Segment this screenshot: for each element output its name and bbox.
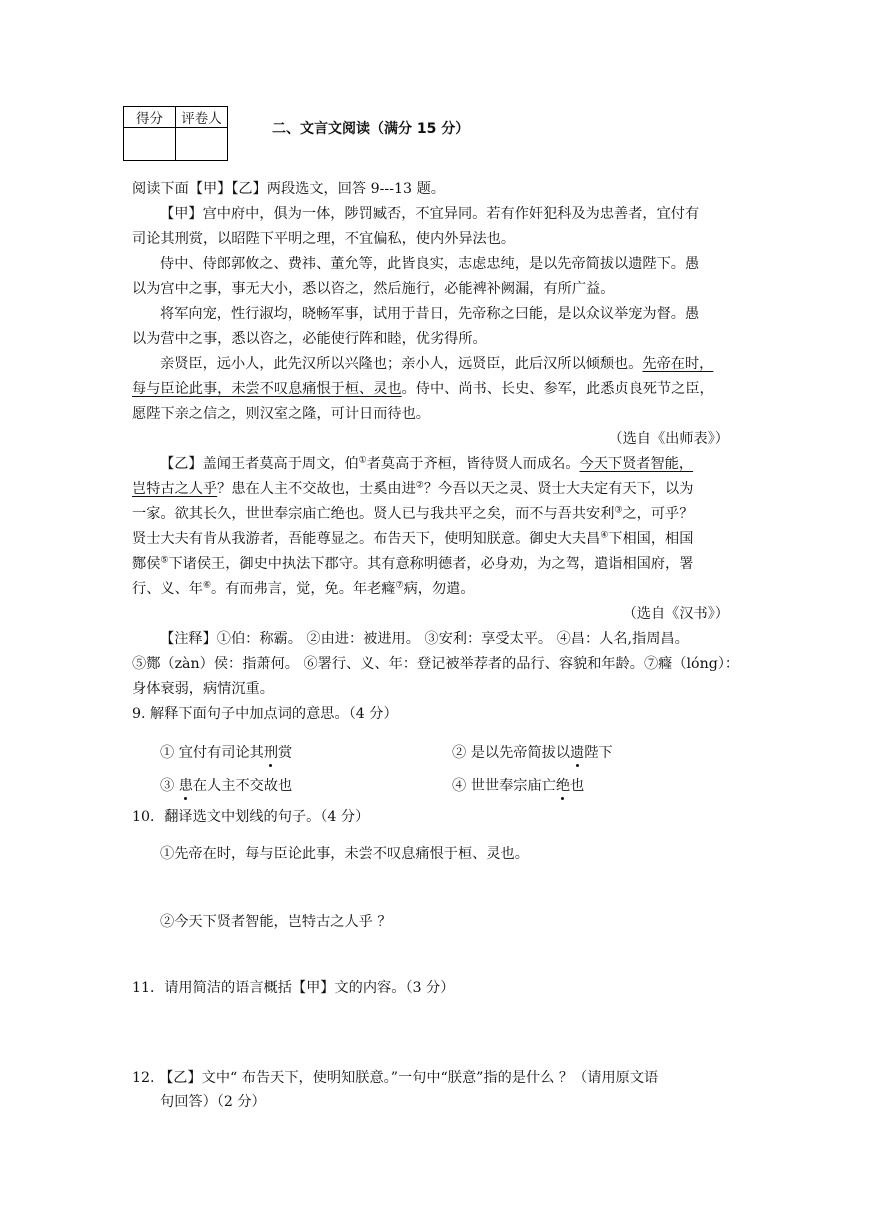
yi-line3-a: 一家。欲其长久，世世奉宗庙亡绝也。贤人已与我共平之矣，而不与吾共安利 [132,506,615,522]
score-cell[interactable] [124,128,176,161]
q9-item4-a: ④ 世世奉宗庙亡 [452,778,556,794]
note-ref-2: ② [415,480,424,491]
jia-source: （选自《出师表》） [608,431,729,447]
q9-item2-a: ② 是以先帝简拔以 [452,745,571,761]
jia-underlined-sentence-part2: 每与臣论此事，未尝不叹息痛恨于桓、灵也 [132,381,402,397]
note-ref-5: ⑤ [160,555,169,566]
q9-item1-b: 赏 [278,745,293,761]
intro-text: 阅读下面【甲】【乙】两段选文，回答 9---13 题。 [132,181,445,197]
q9-item1-dotted-word: 刑 [263,745,279,761]
score-header: 得分 [124,107,176,128]
grader-cell[interactable] [176,128,228,161]
yi-underlined-sentence-part1: 今天下贤者智能， [579,456,694,472]
jia-p4-line1 [160,353,713,373]
yi-line1-b: 者莫高于齐桓，皆待贤人而成名。 [366,456,580,472]
yi-line5-b: 下诸侯王，御史中执法下郡守。其有意称明德者，必身劝，为之驾，遣诣相国府，署 [168,556,694,572]
grader-header: 评卷人 [176,107,228,128]
jia-p4-line1-text: 亲贤臣，远小人，此先汉所以兴隆也；亲小人，远贤臣，此后汉所以倾颓也。 [160,356,643,372]
q11-stem: 11．请用简洁的语言概括【甲】文的内容。（3 分） [132,980,455,996]
q9-item4-dotted-word: 绝 [555,778,571,794]
yi-line4-a: 贤士大夫有肯从我游者，吾能尊显之。布告天下，使明知朕意。御史大夫昌 [132,531,601,547]
q10-sentence1: ①先帝在时，每与臣论此事，未尝不叹息痛恨于桓、灵也。 [160,846,529,862]
q12-line2: 句回答）（2 分） [160,1094,266,1110]
yi-line6-a: 行、义、年 [132,581,203,597]
jia-p4-line2-text: 。侍中、尚书、长史、参军，此悉贞良死节之臣， [401,381,714,397]
jia-p1-line1: 【甲】宫中府中，俱为一体，陟罚臧否，不宜异同。若有作奸犯科及为忠善者，宜付有 [160,206,700,222]
yi-line6 [132,578,475,598]
q10-stem: 10．翻译选文中划线的句子。（4 分） [132,809,370,825]
note-ref-1: ① [358,455,367,466]
q12-line1: 12. 【乙】文中“ 布告天下，使明知朕意。”一句中“朕意”指的是什么 ？（请用原文语 [132,1070,659,1086]
yi-line2 [132,478,693,498]
q9-item1-a: ① 宜付有司论其 [160,745,264,761]
yi-line2-b: ？今吾以天之灵、贤士大夫定有天下，以为 [423,481,694,497]
notes-line2: ⑤酂（zàn）侯：指萧何。 ⑥署行、义、年：登记被举荐者的品行、容貌和年龄。⑦癃（lóng）： [132,656,740,672]
q9-item2-dotted-word: 遗 [570,745,585,761]
note-ref-4: ④ [600,530,609,541]
yi-line3 [132,503,693,523]
q9-item4-b: 也 [570,778,585,794]
yi-line3-b: 之，可乎？ [622,506,694,522]
jia-p2-line2: 以为宫中之事，事无大小，悉以咨之，然后施行，必能裨补阙漏，有所广益。 [132,281,615,297]
jia-p4-line3: 愿陛下亲之信之，则汉室之隆，可计日而待也。 [132,406,430,422]
yi-line5-a: 酂侯 [132,556,161,572]
score-table [123,106,228,161]
q9-item1 [160,742,292,762]
yi-line6-b: 。有而弗言，觉，免。年老癃 [211,581,396,597]
notes-line3: 身体衰弱，病情沉重。 [132,681,274,697]
jia-p3-line1: 将军向宠，性行淑均，晓畅军事，试用于昔日，先帝称之曰能，是以众议举宠为督。愚 [160,306,700,322]
q9-item3-b: 在人主不交故也 [192,778,293,794]
note-ref-3: ③ [614,505,623,516]
jia-p1-line2: 司论其刑赏，以昭陛下平明之理，不宜偏私，使内外异法也。 [132,231,516,247]
q9-stem: 9. 解释下面句子中加点词的意思。（4 分） [132,706,398,722]
notes-line1: 【注释】①伯：称霸。 ②由进：被进用。 ③安利：享受太平。 ④昌：人名,指周昌。 [160,631,689,647]
q9-item4 [452,775,584,795]
yi-line5 [132,553,693,573]
yi-line6-c: 病，勿遣。 [403,581,475,597]
yi-line4-b: 下相国，相国 [608,531,694,547]
jia-p3-line2: 以为营中之事，悉以咨之，必能使行阵和睦，优劣得所。 [132,331,487,347]
q9-item3 [160,775,292,795]
jia-p2-line1: 侍中、侍郎郭攸之、费祎、董允等，此皆良实，志虑忠纯，是以先帝简拔以遗陛下。愚 [160,256,700,272]
yi-underlined-sentence-part2: 岂特古之人乎 [132,481,218,497]
yi-line4 [132,528,693,548]
q9-item2 [452,742,613,762]
q9-item3-a: ③ [160,778,179,794]
yi-line1 [160,453,693,473]
yi-line2-a: ？患在人主不交故也，士奚由进 [217,481,416,497]
note-ref-7: ⑦ [395,580,404,591]
note-ref-6: ⑥ [202,580,212,591]
section-title: 二、文言文阅读（满分 15 分） [272,121,470,137]
jia-underlined-sentence-part1: 先帝在时， [642,356,714,372]
q10-sentence2: ②今天下贤者智能，岂特古之人乎 ？ [160,914,392,930]
yi-source: （选自《汉书》） [622,606,729,622]
yi-line1-a: 【乙】盖闻王者莫高于周文，伯 [160,456,359,472]
q9-item3-dotted-word: 患 [178,778,193,794]
q9-item2-b: 陛下 [584,745,613,761]
jia-p4-line2 [132,378,714,398]
